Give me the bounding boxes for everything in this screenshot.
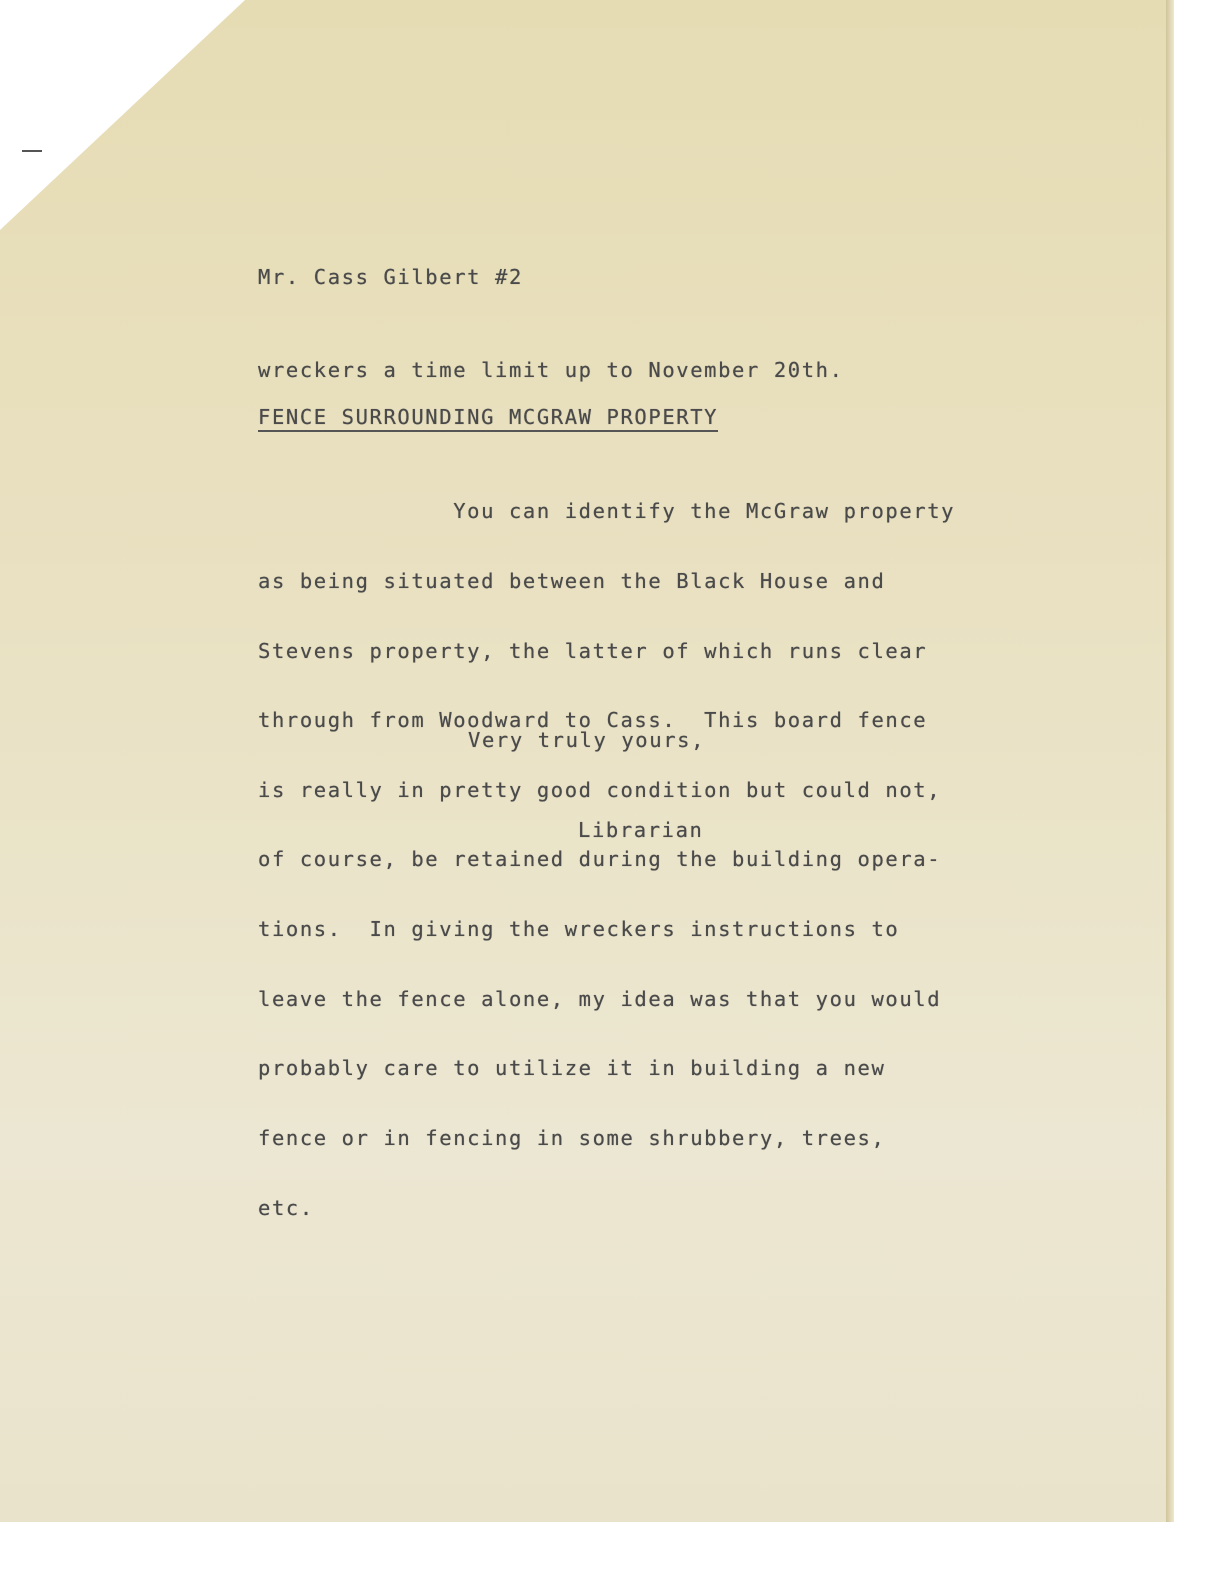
letter-header: Mr. Cass Gilbert #2	[258, 265, 523, 289]
section-heading: FENCE SURROUNDING MCGRAW PROPERTY	[258, 405, 718, 432]
body-line: etc.	[258, 1195, 314, 1220]
body-line: through from Woodward to Cass. This board fence	[258, 708, 928, 733]
body-line: fence or in fencing in some shrubbery, trees,	[258, 1125, 886, 1150]
body-line: probably care to utilize it in building a new	[258, 1056, 886, 1081]
margin-mark	[22, 150, 42, 152]
body-line: tions. In giving the wreckers instructions to	[258, 917, 900, 942]
continuation-line: wreckers a time limit up to November 20th.	[258, 358, 844, 382]
page-edge	[1166, 0, 1174, 1522]
signature-line: Librarian	[578, 818, 704, 842]
body-line: of course, be retained during the building opera-	[258, 847, 942, 872]
body-line: is really in pretty good condition but could not,	[258, 777, 942, 802]
body-line: leave the fence alone, my idea was that you would	[258, 986, 942, 1011]
body-paragraph	[258, 454, 955, 1243]
closing-line: Very truly yours,	[468, 728, 706, 752]
body-line: You can identify the McGraw property	[258, 499, 956, 524]
body-line: as being situated between the Black House and	[258, 569, 886, 594]
body-line: Stevens property, the latter of which runs clear	[258, 638, 928, 663]
